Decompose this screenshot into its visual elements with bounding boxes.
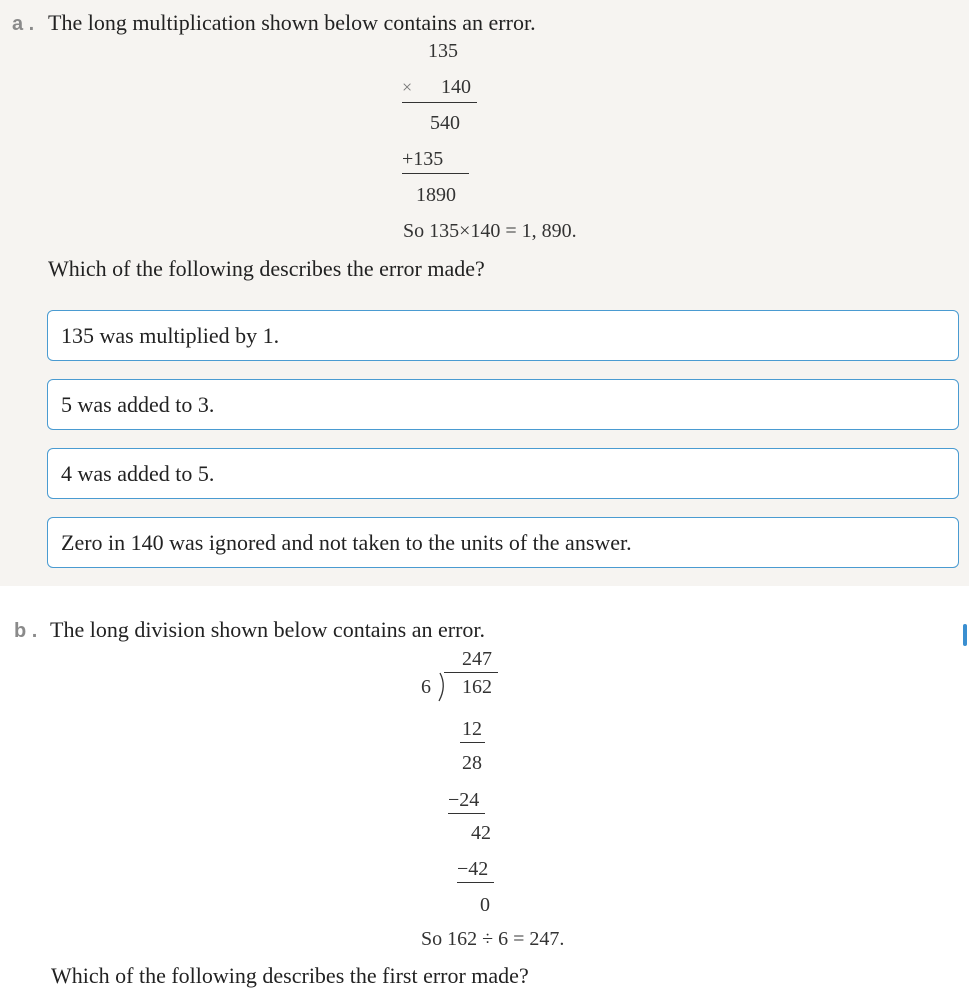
question-a-question: Which of the following describes the error made? <box>48 256 485 281</box>
option-a-4-label: Zero in 140 was ignored and not taken to the units of the answer. <box>61 530 632 555</box>
division-rule-2 <box>448 813 485 814</box>
multiplication-rule-1 <box>402 102 477 103</box>
partial-product-1: 540 <box>430 112 460 134</box>
question-b-letter: b . <box>14 620 38 642</box>
option-a-1[interactable] <box>47 310 959 361</box>
scroll-indicator[interactable] <box>963 624 967 646</box>
question-b-question: Which of the following describes the first error made? <box>51 963 529 988</box>
divisor: 6 <box>421 676 431 698</box>
question-b-panel <box>0 586 969 1003</box>
option-a-2-label: 5 was added to 3. <box>61 392 215 417</box>
division-step-1: 12 <box>462 718 482 740</box>
division-rule-3 <box>457 882 494 883</box>
division-step-5: −42 <box>457 858 489 880</box>
division-step-2: 28 <box>462 752 482 774</box>
multiplication-conclusion: So 135×140 = 1, 890. <box>403 220 577 242</box>
division-step-4: 42 <box>471 822 491 844</box>
question-b-prompt: The long division shown below contains an error. <box>50 617 486 642</box>
option-a-3-label: 4 was added to 5. <box>61 461 215 486</box>
option-a-3[interactable] <box>47 448 959 499</box>
partial-product-2: +135 <box>402 148 444 170</box>
option-a-2[interactable] <box>47 379 959 430</box>
option-a-4[interactable] <box>47 517 959 568</box>
multiplicand: 135 <box>428 40 458 62</box>
division-conclusion: So 162 ÷ 6 = 247. <box>421 928 565 950</box>
multiplication-rule-2 <box>402 173 469 174</box>
division-rule-1 <box>460 742 485 743</box>
division-bracket-icon <box>436 672 448 702</box>
question-a-letter: a . <box>12 13 35 35</box>
division-step-6: 0 <box>480 894 490 916</box>
option-a-1-label: 135 was multiplied by 1. <box>61 323 280 348</box>
dividend: 162 <box>462 676 492 698</box>
times-sign: × <box>402 77 413 97</box>
quotient: 247 <box>462 648 492 670</box>
multiplication-result: 1890 <box>416 184 456 206</box>
division-step-3: −24 <box>448 789 480 811</box>
division-bar <box>444 672 498 673</box>
question-a-prompt: The long multiplication shown below contains an error. <box>48 10 536 35</box>
multiplier: 140 <box>441 76 471 98</box>
